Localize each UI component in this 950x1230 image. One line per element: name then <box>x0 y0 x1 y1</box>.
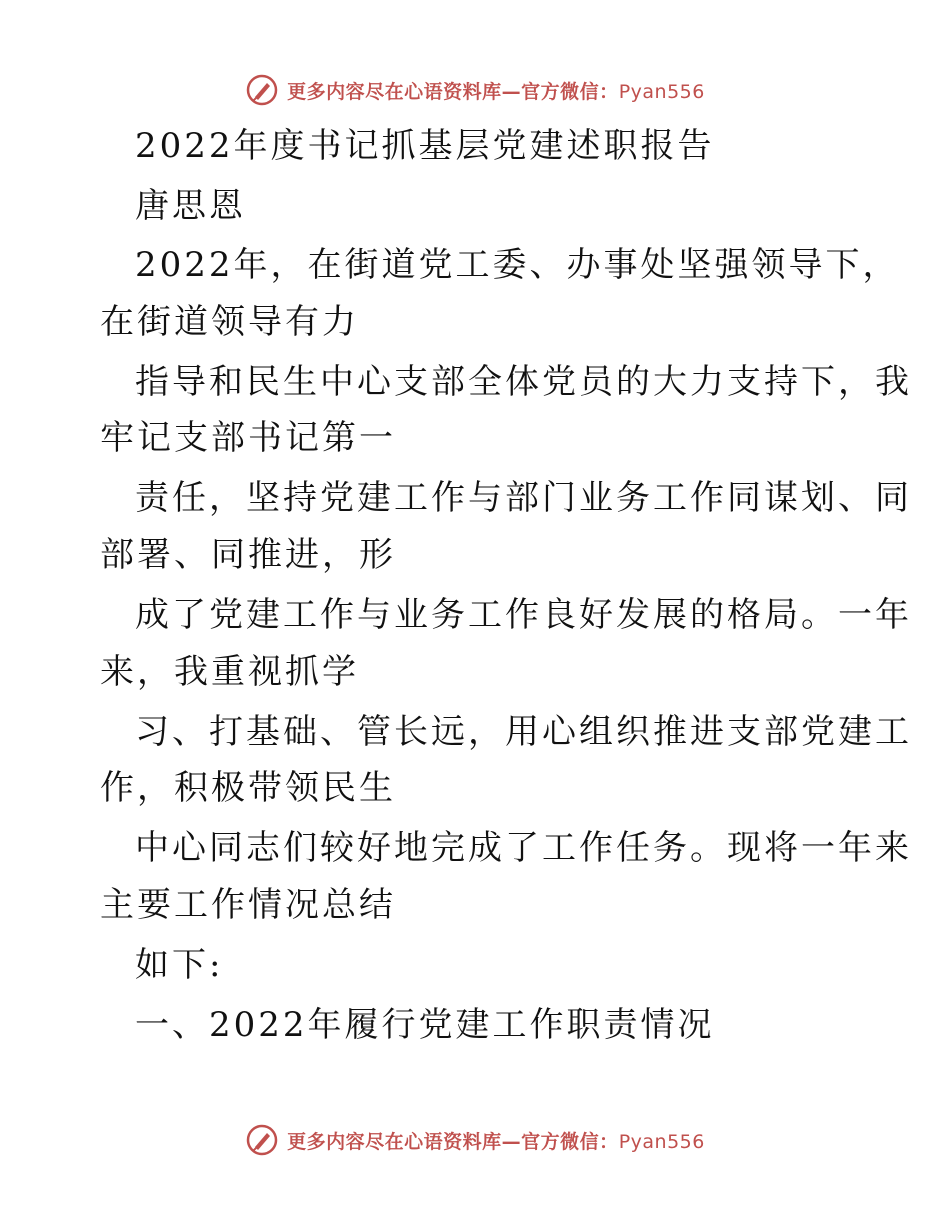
document-author: 唐思恩 <box>135 186 246 226</box>
watermark-text: 更多内容尽在心语资料库—官方微信：Pyan556 <box>287 80 705 103</box>
paragraph-line: 作，积极带领民生 <box>100 768 396 808</box>
watermark-header <box>0 70 950 110</box>
paragraph-line: 指导和民生中心支部全体党员的大力支持下，我 <box>135 362 912 402</box>
paragraph-line: 责任，坚持党建工作与部门业务工作同谋划、同 <box>135 478 912 518</box>
section-heading: 一、2022年履行党建工作职责情况 <box>135 1005 715 1045</box>
quill-logo-icon <box>245 73 279 107</box>
paragraph-line: 来，我重视抓学 <box>100 652 359 692</box>
paragraph-line: 在街道领导有力 <box>100 302 359 342</box>
paragraph-line: 牢记支部书记第一 <box>100 418 396 458</box>
watermark-text: 更多内容尽在心语资料库—官方微信：Pyan556 <box>287 1130 705 1153</box>
quill-logo-icon <box>245 1123 279 1157</box>
paragraph-line: 如下: <box>135 945 224 985</box>
paragraph-line: 成了党建工作与业务工作良好发展的格局。一年 <box>135 595 912 635</box>
document-title: 2022年度书记抓基层党建述职报告 <box>135 126 715 166</box>
paragraph-line: 部署、同推进，形 <box>100 535 396 575</box>
paragraph-line: 主要工作情况总结 <box>100 885 396 925</box>
paragraph-line: 中心同志们较好地完成了工作任务。现将一年来 <box>135 828 912 868</box>
paragraph-line: 2022年，在街道党工委、办事处坚强领导下， <box>135 245 900 285</box>
watermark-footer <box>0 1120 950 1160</box>
paragraph-line: 习、打基础、管长远，用心组织推进支部党建工 <box>135 712 912 752</box>
